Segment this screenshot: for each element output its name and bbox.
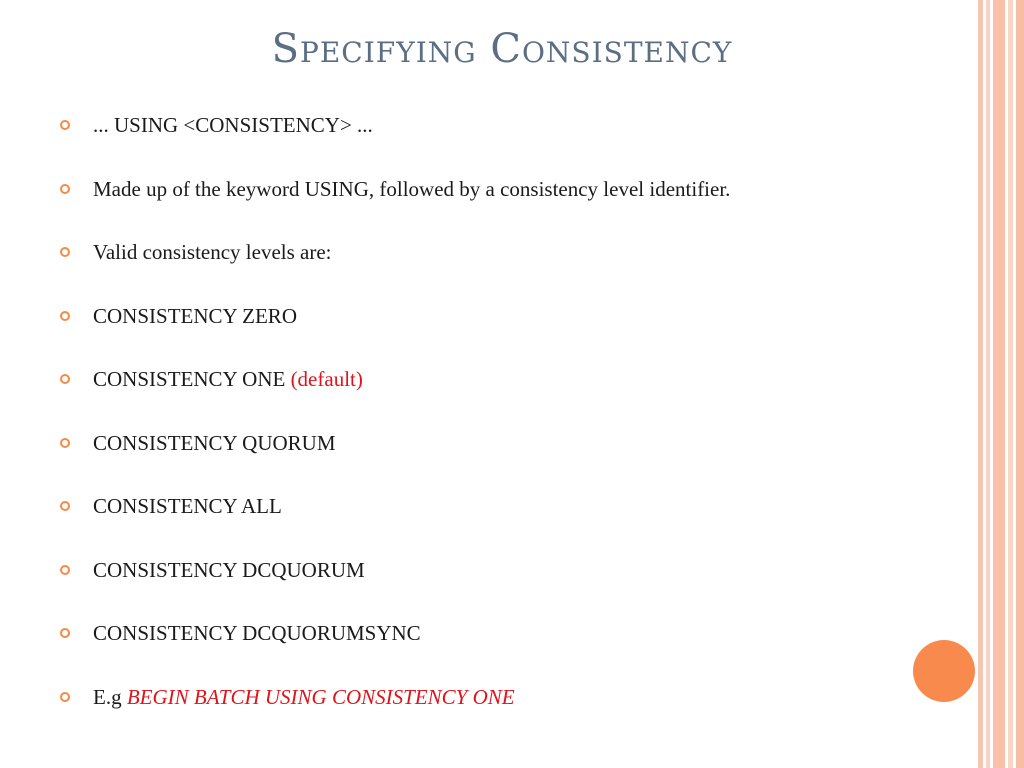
slide-title: Specifying Consistency (271, 26, 733, 72)
bullet-text: CONSISTENCY DCQUORUM (93, 557, 365, 582)
bullet-marker-icon (60, 247, 70, 257)
decor-stripe (1016, 0, 1024, 768)
bullet-marker-icon (60, 501, 70, 511)
bullet-item (60, 237, 730, 301)
bullet-item (60, 428, 730, 492)
bullet-text: CONSISTENCY QUORUM (93, 430, 336, 455)
bullet-text: CONSISTENCY ALL (93, 494, 282, 518)
bullet-text: CONSISTENCY DCQUORUMSYNC (93, 621, 421, 645)
bullet-text: E.g (93, 684, 127, 709)
bullet-item (60, 301, 730, 365)
default-highlight: (default) (290, 367, 363, 391)
bullet-text: CONSISTENCY ONE (93, 367, 291, 391)
bullet-item (60, 174, 730, 238)
decor-stripe (1008, 0, 1013, 768)
bullet-item (60, 555, 730, 619)
decor-stripe (978, 0, 983, 768)
bullet-marker-icon (60, 438, 70, 448)
bullet-item (60, 618, 730, 682)
bullet-text: Made up of the keyword USING, followed by a consistency level identifier. (93, 176, 731, 201)
bullet-marker-icon (60, 374, 70, 384)
bullet-item (60, 110, 730, 174)
bullet-marker-icon (60, 565, 70, 575)
bullet-list (60, 110, 730, 745)
bullet-text: Valid consistency levels are: (93, 240, 332, 264)
bullet-item (60, 682, 730, 746)
decor-stripe (993, 0, 1005, 768)
bullet-item (60, 364, 730, 428)
decor-circle (913, 640, 975, 702)
bullet-text: CONSISTENCY ZERO (93, 303, 297, 328)
bullet-marker-icon (60, 120, 70, 130)
bullet-text: ... USING <CONSISTENCY> ... (93, 113, 373, 137)
bullet-marker-icon (60, 628, 70, 638)
bullet-marker-icon (60, 311, 70, 321)
bullet-marker-icon (60, 184, 70, 194)
decor-stripe (986, 0, 990, 768)
bullet-item (60, 491, 730, 555)
bullet-marker-icon (60, 692, 70, 702)
example-highlight: BEGIN BATCH USING CONSISTENCY ONE (126, 684, 515, 709)
